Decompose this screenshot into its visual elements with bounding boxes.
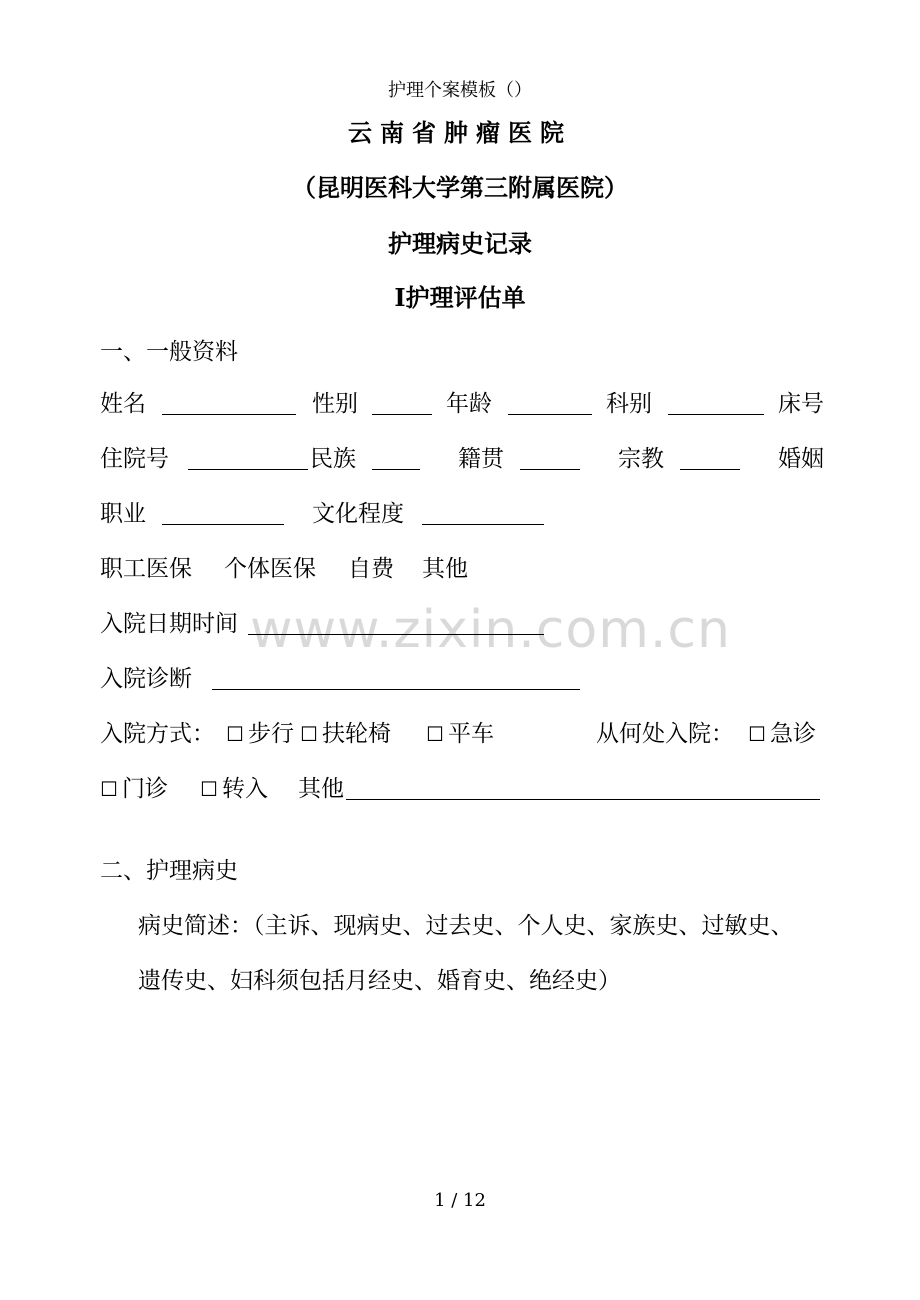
label-gender: 性别 (312, 391, 358, 417)
label-admission-no: 住院号 (100, 446, 169, 472)
label-source-other: 其他 (298, 776, 344, 802)
label-occupation: 职业 (100, 501, 146, 527)
checkbox-transfer[interactable]: ☐ (200, 777, 218, 801)
option-employee-insurance[interactable]: 职工医保 (100, 556, 192, 582)
section2-heading: 二、护理病史 (100, 858, 238, 884)
option-insurance-other[interactable]: 其他 (422, 556, 468, 582)
field-occupation[interactable] (162, 500, 284, 525)
watermark: www.zixin.com.cn (250, 600, 731, 660)
label-admission-source: 从何处入院： (596, 721, 734, 747)
label-religion: 宗教 (618, 446, 664, 472)
form-title: Ⅰ护理评估单 (394, 283, 526, 312)
field-admission-diagnosis[interactable] (212, 665, 580, 690)
history-line-1: 病史简述：（主诉、现病史、过去史、个人史、家族史、过敏史、 (138, 913, 794, 939)
checkbox-stretcher[interactable]: ☐ (426, 722, 444, 746)
label-wheelchair: 扶轮椅 (322, 721, 391, 747)
record-title: 护理病史记录 (388, 229, 532, 258)
label-admission-datetime: 入院日期时间 (100, 611, 238, 637)
label-age: 年龄 (446, 391, 492, 417)
page-number: 1 / 12 (434, 1190, 486, 1211)
section1-heading: 一、一般资料 (100, 339, 238, 365)
label-stretcher: 平车 (448, 721, 494, 747)
label-admission-diagnosis: 入院诊断 (100, 666, 192, 692)
field-name[interactable] (162, 390, 296, 415)
field-ethnicity[interactable] (372, 445, 420, 470)
label-department: 科别 (606, 391, 652, 417)
label-bed: 床号 (778, 391, 824, 417)
checkbox-walk[interactable]: ☐ (226, 722, 244, 746)
field-age[interactable] (508, 390, 592, 415)
field-source-other[interactable] (346, 775, 820, 800)
hospital-title: 云南省肿瘤医院 (348, 118, 572, 147)
label-admission-mode: 入院方式： (100, 721, 215, 747)
field-education[interactable] (422, 500, 544, 525)
field-native-place[interactable] (520, 445, 580, 470)
label-name: 姓名 (100, 391, 146, 417)
affiliation-title: （昆明医科大学第三附属医院） (292, 173, 628, 202)
label-marriage: 婚姻 (778, 446, 824, 472)
field-department[interactable] (668, 390, 764, 415)
option-individual-insurance[interactable]: 个体医保 (224, 556, 316, 582)
document-header: 护理个案模板（） (388, 80, 532, 101)
checkbox-outpatient[interactable]: ☐ (100, 777, 118, 801)
history-line-2: 遗传史、妇科须包括月经史、婚育史、绝经史） (138, 968, 621, 994)
field-religion[interactable] (680, 445, 740, 470)
field-gender[interactable] (372, 390, 432, 415)
label-walk: 步行 (248, 721, 294, 747)
label-transfer: 转入 (222, 776, 268, 802)
label-native-place: 籍贯 (458, 446, 504, 472)
label-outpatient: 门诊 (122, 776, 168, 802)
field-admission-datetime[interactable] (248, 610, 544, 635)
field-admission-no[interactable] (188, 445, 308, 470)
label-ethnicity: 民族 (310, 446, 356, 472)
label-education: 文化程度 (312, 501, 404, 527)
checkbox-emergency[interactable]: ☐ (748, 722, 766, 746)
checkbox-wheelchair[interactable]: ☐ (300, 722, 318, 746)
option-self-pay[interactable]: 自费 (348, 556, 394, 582)
label-emergency: 急诊 (770, 721, 816, 747)
